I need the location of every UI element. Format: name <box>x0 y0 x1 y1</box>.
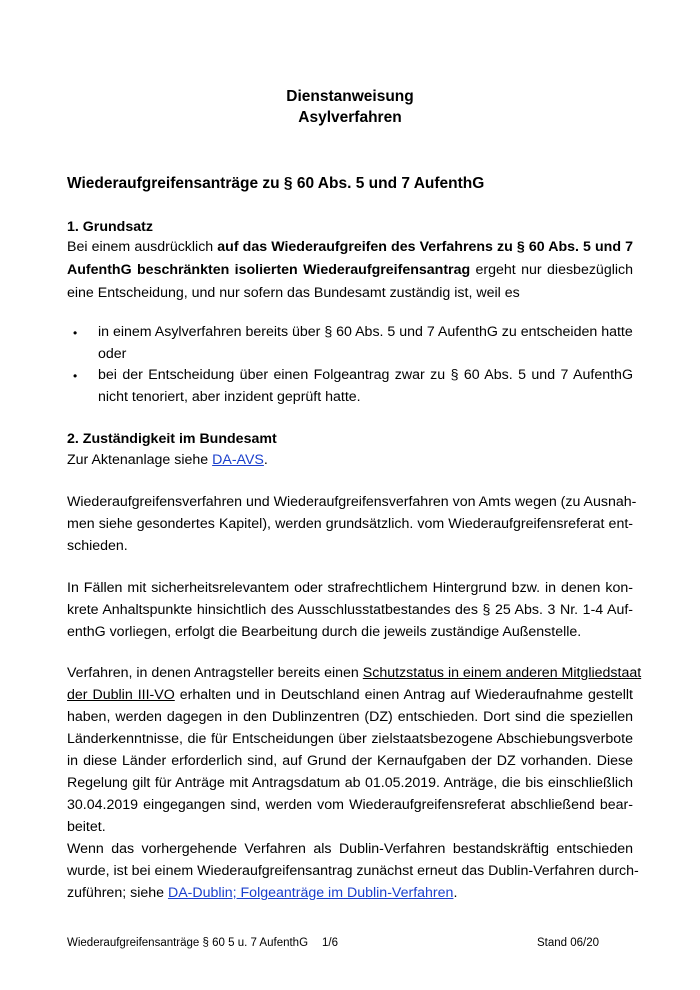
section2-p5-line2: wurde, ist bei einem Wiederaufgreifensantrag zunächst erneut das Dublin-Verfahren durch- <box>67 863 639 879</box>
section2-p4-line2 <box>67 687 633 704</box>
section2-p4-line7: 30.04.2019 eingegangen sind, werden vom Wiederaufgreifensreferat abschließend bear- <box>67 797 633 813</box>
text-span: erhalten und in Deutschland einen Antrag auf Wiederaufnahme gestellt <box>174 687 633 703</box>
schutzstatus-underlined: Schutzstatus in einem anderen Mitgliedstaat <box>362 665 642 681</box>
section-main-heading: Wiederaufgreifensanträge zu § 60 Abs. 5 und 7 AufenthG <box>67 175 485 192</box>
section2-p3-line3: enthG vorliegen, erfolgt die Bearbeitung durch die jeweils zuständige Außenstelle. <box>67 624 582 640</box>
bold-span: AufenthG beschränkten isolierten Wiederaufgreifensantrag <box>67 262 471 278</box>
section2-p4-line8: beitet. <box>67 819 106 835</box>
section2-p4-line5: in diese Länder erforderlich sind, auf Grund der Kernaufgaben der DZ vorhanden. Diese <box>67 753 633 769</box>
text-span: Verfahren, in denen Antragsteller bereits einen <box>67 665 363 681</box>
section1-p1-line1 <box>67 239 633 256</box>
bullet-dot-icon: • <box>73 369 78 383</box>
bullet2-line2: nicht tenoriert, aber inzident geprüft hatte. <box>98 389 361 405</box>
text-span: Bei einem ausdrücklich <box>67 239 218 255</box>
footer-page-number: 1/6 <box>322 937 338 949</box>
bullet-dot-icon: • <box>73 326 78 340</box>
bold-span: auf das Wiederaufgreifen des Verfahrens zu § 60 Abs. 5 und 7 <box>217 239 634 255</box>
text-span: ergeht nur diesbezüglich <box>470 262 633 278</box>
section1-p1-line3: eine Entscheidung, und nur sofern das Bundesamt zuständig ist, weil es <box>67 285 520 301</box>
aktenanlage-line <box>67 452 633 469</box>
section2-p2-line3: schieden. <box>67 538 128 554</box>
document-subtitle: Asylverfahren <box>298 109 402 126</box>
bullet1-line2: oder <box>98 346 127 362</box>
text-span: zuführen; siehe <box>67 885 168 901</box>
bullet1-line1: in einem Asylverfahren bereits über § 60 Abs. 5 und 7 AufenthG zu entscheiden hatte <box>98 324 633 340</box>
document-title: Dienstanweisung <box>286 88 414 105</box>
text-span: . <box>263 452 268 468</box>
da-dublin-link[interactable]: DA-Dublin; Folgeanträge im Dublin-Verfahren <box>167 885 454 901</box>
section2-p4-line6: Regelung gilt für Anträge mit Antragsdatum ab 01.05.2019. Anträge, die bis einschließlich <box>67 775 633 791</box>
section2-p5-line1: Wenn das vorhergehende Verfahren als Dublin-Verfahren bestandskräftig entschieden <box>67 841 633 857</box>
section1-p1-line2 <box>67 262 633 279</box>
section2-p3-line1: In Fällen mit sicherheitsrelevantem oder strafrechtlichem Hintergrund bzw. in denen kon- <box>67 580 633 596</box>
section2-p5-line3 <box>67 885 633 902</box>
da-avs-link[interactable]: DA-AVS <box>212 452 264 468</box>
section2-p4-line4: Länderkenntnisse, die für Entscheidungen über zielstaatsbezogene Abschiebungsverbote <box>67 731 633 747</box>
section2-p2-line2: men siehe gesondertes Kapitel), werden grundsätzlich. vom Wiederaufgreifensreferat ent- <box>67 516 633 532</box>
bullet2-line1: bei der Entscheidung über einen Folgeantrag zwar zu § 60 Abs. 5 und 7 AufenthG <box>98 367 633 383</box>
section2-p2-line1: Wiederaufgreifensverfahren und Wiederaufgreifensverfahren von Amts wegen (zu Ausnah- <box>67 494 637 510</box>
section2-p4-line1 <box>67 665 642 682</box>
dublin-iii-vo-underlined: der Dublin III-VO <box>67 687 175 703</box>
section1-heading: 1. Grundsatz <box>67 219 153 235</box>
footer-stand: Stand 06/20 <box>537 937 600 949</box>
section2-p4-line3: haben, werden dagegen in den Dublinzentren (DZ) entschieden. Dort sind die speziellen <box>67 709 633 725</box>
footer-title: Wiederaufgreifensanträge § 60 5 u. 7 AufenthG <box>67 937 309 949</box>
section2-p3-line2: krete Anhaltspunkte hinsichtlich des Ausschlusstatbestandes des § 25 Abs. 3 Nr. 1-4 Auf- <box>67 602 633 618</box>
text-span: . <box>453 885 458 901</box>
text-span: Zur Aktenanlage siehe <box>67 452 213 468</box>
section2-heading: 2. Zuständigkeit im Bundesamt <box>67 431 277 447</box>
